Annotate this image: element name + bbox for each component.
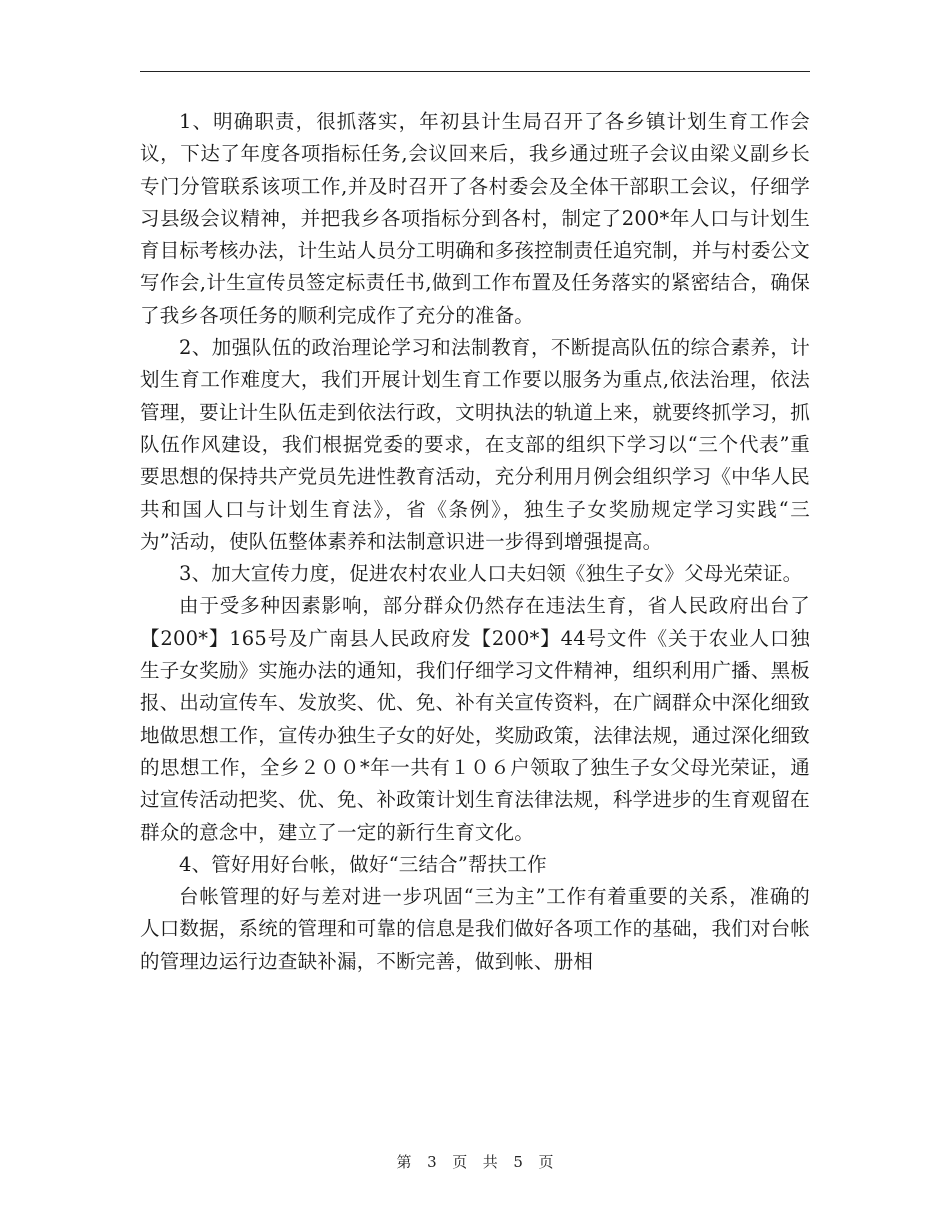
footer-current-page: 3 — [427, 1153, 437, 1171]
paragraph-1: 1、明确职责，很抓落实，年初县计生局召开了各乡镇计划生育工作会议，下达了年度各项指标任务,会议回来后，我乡通过班子会议由梁义副乡长专门分管联系该项工作,并及时召开了各村委会及全体干部职工会议，仔细学习县级会议精神，并把我乡各项指标分到各村，制定了200*年人口与计划生育目标考核办法，计生站人员分工明确和多孩控制责任追究制，并与村委公文写作会,计生宣传员签定标责任书,做到工作布置及任务落实的紧密结合，确保了我乡各项任务的顺利完成作了充分的准备。 — [140, 110, 810, 327]
paragraph-2: 2、加强队伍的政治理论学习和法制教育，不断提高队伍的综合素养，计划生育工作难度大，我们开展计划生育工作要以服务为重点,依法治理，依法管理，要让计生队伍走到依法行政，文明执法的轨道上来，就要终抓学习，抓队伍作风建设，我们根据党委的要求，在支部的组织下学习以“三个代表”重要思想的保持共产党员先进性教育活动，充分利用月例会组织学习《中华人民共和国人口与计划生育法》，省《条例》，独生子女奖励规定学习实践“三为”活动，使队伍整体素养和法制意识进一步得到增强提高。 — [140, 336, 810, 553]
footer-total-pages: 5 — [513, 1153, 523, 1171]
footer-di: 第 — [396, 1153, 412, 1171]
paragraph-4: 由于受多种因素影响，部分群众仍然存在违法生育，省人民政府出台了【200*】165号及广南县人民政府发【200*】44号文件《关于农业人口独生子女奖励》实施办法的通知，我们仔细学习文件精神，组织利用广播、黑板报、出动宣传车、发放奖、优、免、补有关宣传资料，在广阔群众中深化细致地做思想工作，宣传办独生子女的好处，奖励政策，法律法规，通过深化细致的思想工作，全乡２００*年一共有１０６户领取了独生子女父母光荣证，通过宣传活动把奖、优、免、补政策计划生育法律法规，科学进步的生育观留在群众的意念中，建立了一定的新行生育文化。 — [140, 594, 810, 844]
footer-gong: 共 — [482, 1153, 498, 1171]
footer-ye2: 页 — [538, 1153, 554, 1171]
footer-ye1: 页 — [452, 1153, 468, 1171]
page-footer — [0, 1152, 950, 1172]
paragraph-6: 台帐管理的好与差对进一步巩固“三为主”工作有着重要的关系，准确的人口数据，系统的管理和可靠的信息是我们做好各项工作的基础，我们对台帐的管理边运行边查缺补漏，不断完善，做到帐、册相 — [140, 885, 810, 973]
paragraph-5: 4、管好用好台帐，做好“三结合”帮扶工作 — [179, 852, 547, 876]
paragraph-3: 3、加大宣传力度，促进农村农业人口夫妇领《独生子女》父母光荣证。 — [179, 562, 803, 586]
header-rule — [140, 71, 810, 72]
document-body — [140, 106, 810, 978]
